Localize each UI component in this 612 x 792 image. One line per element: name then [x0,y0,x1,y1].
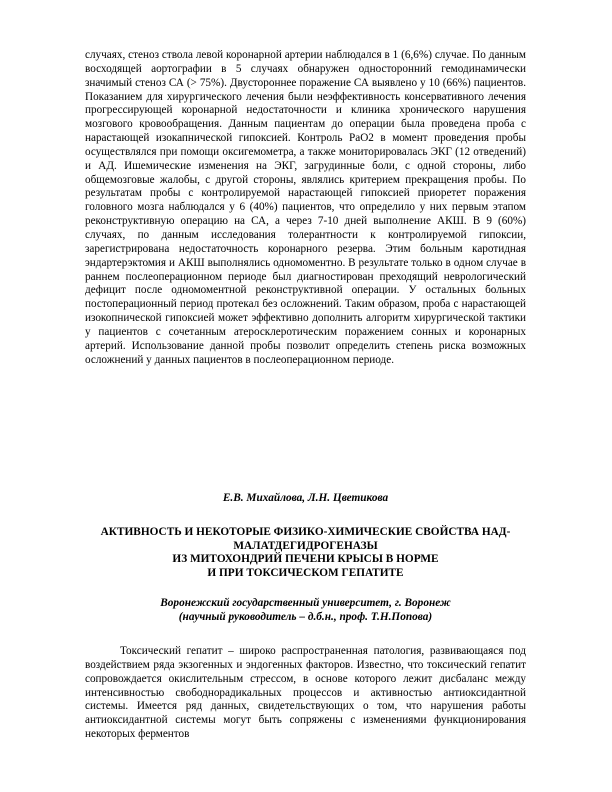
article-affiliation [85,596,526,624]
article-title [85,526,526,580]
supervisor-line: (научный руководитель – д.б.н., проф. Т.Н.Попова) [178,611,433,623]
article-title-line: АКТИВНОСТЬ И НЕКОТОРЫЕ ФИЗИКО-ХИМИЧЕСКИЕ СВОЙСТВА НАД- [100,526,511,538]
affiliation-line: Воронежский государственный университет, г. Воронеж [160,597,451,609]
previous-article-paragraph: случаях, стеноз ствола левой коронарной артерии наблюдался в 1 (6,6%) случае. По данным восходящей аортографии в 5 случаях обнаружен односторонний гемодинамически значимый стеноз СА (> 75%). Двустороннее поражение СА выявлено у 10 (66%) пациентов. Показанием для хирургического лечения были неэффективность консервативного лечения прогрессирующей коронарной недостаточности и клиника хронического нарушения мозгового кровообращения. Данным пациентам до операции была проведена проба с нарастающей изокапнической гипоксией. Контроль PaO2 в момент проведения пробы осуществлялся при помощи оксигемометра, а также мониторировалась ЭКГ (12 отведений) и АД. Ишемические изменения на ЭКГ, загрудинные боли, с одной стороны, либо общемозговые жалобы, с другой стороны, являлись критерием прекращения пробы. По результатам пробы с контролируемой нарастающей гипоксией приоретет поражения головного мозга наблюдался у 6 (40%) пациентов, что определило у них первым этапом реконструктивную операцию на СА, а через 7-10 дней выполнение АКШ. В 9 (60%) случаях, по данным исследования толерантности к контролируемой гипоксии, зарегистрирована недостаточность коронарного резерва. Этим больным каротидная эндартерэктомия и АКШ выполнялись одномоментно. В результате только в одном случае в раннем послеоперационном периоде был диагностирован преходящий неврологический дефицит после одномоментной реконструктивной операции. У остальных больных постоперационный период протекал без осложнений. Таким образом, проба с нарастающей изокопнической гипоксией может эффективно дополнить алгоритм хирургической тактики у пациентов с сочетанным атеросклеротическим поражением сонных и коронарных артерий. Использование данной пробы позволит определить степень риска возможных осложнений у данных пациентов в послеоперационном периоде. [85,49,526,366]
article-authors: Е.В. Михайлова, Л.Н. Цветикова [222,492,389,504]
article-title-line: ИЗ МИТОХОНДРИЙ ПЕЧЕНИ КРЫСЫ В НОРМЕ [172,553,439,565]
article-title-line: МАЛАТДЕГИДРОГЕНАЗЫ [233,539,378,552]
article-title-line: И ПРИ ТОКСИЧЕСКОМ ГЕПАТИТЕ [207,566,404,579]
article-body-paragraph: Токсический гепатит – широко распространенная патология, развивающаяся под воздействием ряда экзогенных и эндогенных факторов. Известно, что токсический гепатит сопровождается окислительным стрессом, в основе которого лежит дисбаланс между интенсивностью свободнорадикальных процессов и активностью антиоксидантной системы. Имеется ряд данных, свидетельствующих о том, что нарушения работы антиоксидантной системы могут быть сопряжены с изменениями функционирования некоторых ферментов [85,645,526,741]
